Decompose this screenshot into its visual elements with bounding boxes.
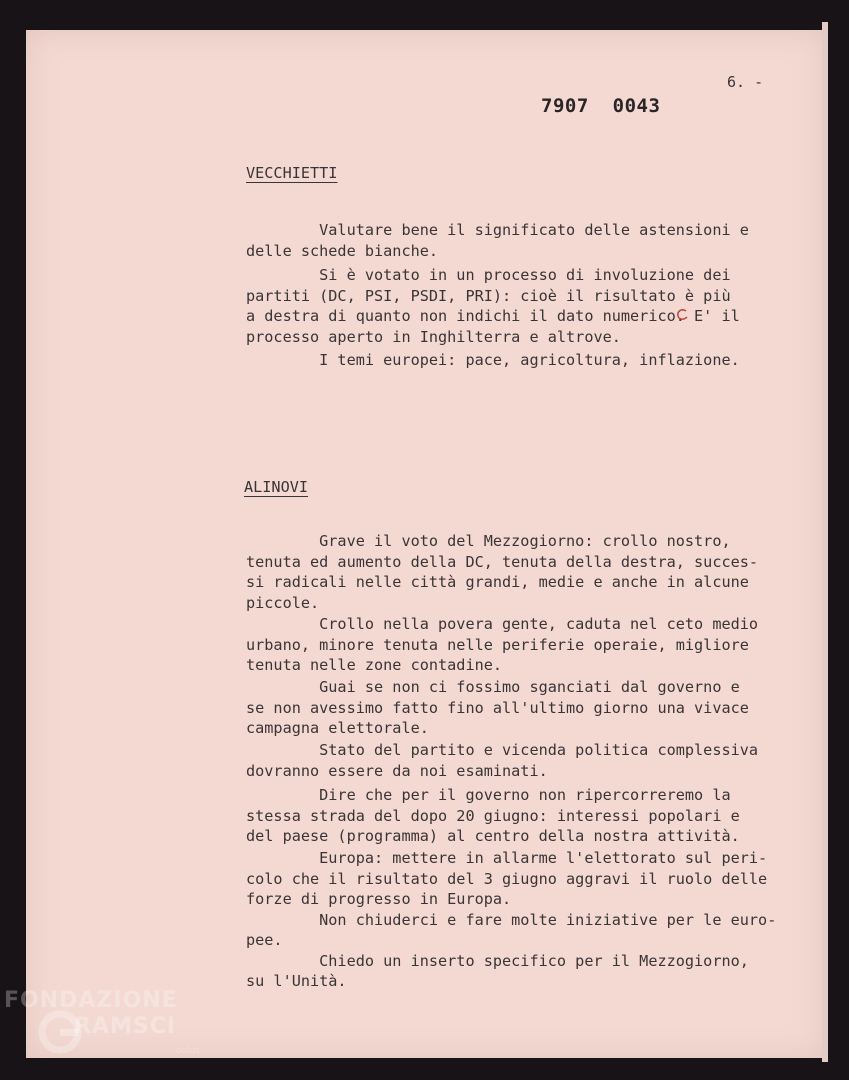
handwritten-correction-mark	[676, 308, 688, 322]
watermark-line1: FONDAZIONE	[4, 988, 178, 1013]
fondazione-gramsci-watermark	[4, 988, 214, 1068]
paragraph: Valutare bene il significato delle astensioni e delle schede bianche.	[246, 221, 749, 260]
paragraph: I temi europei: pace, agricoltura, inflazione.	[246, 351, 740, 369]
section-heading-alinovi: ALINOVI	[244, 478, 309, 496]
page-number: 6. -	[727, 73, 764, 91]
watermark-sub: onlus	[176, 1046, 201, 1056]
paragraph: Dire che per il governo non ripercorreremo la stessa strada del dopo 20 giugno: interessi popolari e del paese (programma) al centro della nostra attività.	[246, 786, 740, 845]
watermark-line2: RAMSCI	[74, 1014, 177, 1039]
paragraph: Crollo nella povera gente, caduta nel ceto medio urbano, minore tenuta nelle periferie operaie, migliore tenuta nelle zone contadine.	[246, 615, 759, 674]
paragraph: Stato del partito e vicenda politica complessiva dovranno essere da noi esaminati.	[246, 741, 759, 780]
page-edge	[822, 22, 828, 1062]
section-heading-vecchietti: VECCHIETTI	[246, 164, 338, 182]
paragraph: Si è votato in un processo di involuzione dei partiti (DC, PSI, PSDI, PRI): cioè il risultato è più a destra di quanto non indichi il dato numerico. E' il processo aperto in Inghilterra e altrove.	[246, 266, 740, 346]
paragraph: Grave il voto del Mezzogiorno: crollo nostro, tenuta ed aumento della DC, tenuta della destra, succes- si radicali nelle città grandi, medie e anche in alcune piccole.	[246, 532, 759, 612]
paragraph: Europa: mettere in allarme l'elettorato sul peri- colo che il risultato del 3 giugno aggravi il ruolo delle forze di progresso in Europa. Non chiuderci e fare molte iniziative per le euro- pee. Chiedo un inserto specifico per il Mezzogiorno, su l'Unità.	[246, 849, 777, 990]
paragraph: Guai se non ci fossimo sganciati dal governo e se non avessimo fatto fino all'ultimo giorno una vivace campagna elettorale.	[246, 678, 749, 737]
document-number: 7907 0043	[541, 95, 661, 117]
